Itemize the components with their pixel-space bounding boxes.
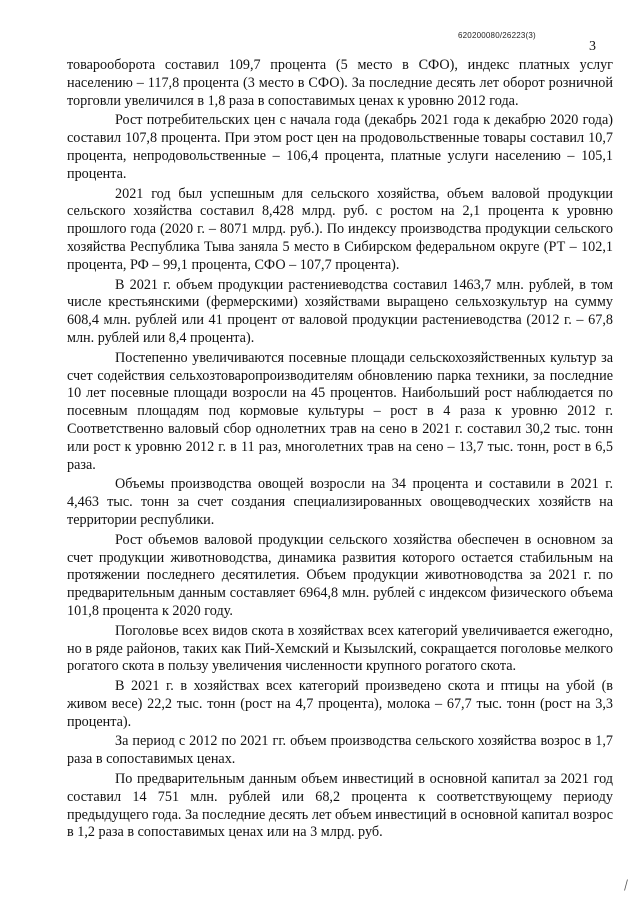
paragraph: 2021 год был успешным для сельского хозяйства, объем валовой продукции сельского хозяйства составил 8,428 млрд. руб. с ростом на 2,1 процента к уровню прошлого года (2020 г. – 8071 млрд. руб.). По индексу производства продукции сельского хозяйства Республика Тыва заняла 5 место в Сибирском федеральном округе (РТ – 102,1 процента, РФ – 99,1 процента, СФО – 107,7 процента). [67,185,613,273]
document-code: 620200080/26223(3) [458,31,536,40]
paragraph: Рост потребительских цен с начала года (декабрь 2021 года к декабрю 2020 года) составил 107,8 процента. При этом рост цен на продовольственные товары составил 10,7 процента, непродовольственные – 106,4 процента, платные услуги населению – 105,1 процента. [67,112,613,182]
paragraph: Постепенно увеличиваются посевные площади сельскохозяйственных культур за счет содействия сельхозтоваропроизводителям обновлению парка техники, за последние 10 лет посевные площади возросли на 45 процентов. Наибольший рост наблюдается по посевным площадям под кормовые культуры – рост в 4 раза к уровню 2012 г. Соответственно валовый сбор однолетних трав на сено в 2021 г. составил 30,2 тыс. тонн или рост к уровню 2012 г. в 11 раз, многолетних трав на сено – 13,7 тыс. тонн, рост в 6,5 раза. [67,349,613,473]
pen-mark-icon [619,878,633,892]
paragraph: За период с 2012 по 2021 гг. объем производства сельского хозяйства возрос в 1,7 раза в сопоставимых ценах. [67,733,613,768]
document-body [67,57,613,844]
paragraph: По предварительным данным объем инвестиций в основной капитал за 2021 год составил 14 751 млн. рублей или 68,2 процента к соответствующему периоду предыдущего года. За последние десять лет объем инвестиций в основной капитал возрос в 1,2 раза в сопоставимых ценах или на 3 млрд. руб. [67,771,613,841]
paragraph: Объемы производства овощей возросли на 34 процента и составили в 2021 г. 4,463 тыс. тонн за счет создания специализированных овощеводческих хозяйств на территории республики. [67,476,613,528]
paragraph: В 2021 г. в хозяйствах всех категорий произведено скота и птицы на убой (в живом весе) 22,2 тыс. тонн (рост на 4,7 процента), молока – 67,7 тыс. тонн (рост на 3,3 процента). [67,678,613,730]
paragraph: товарооборота составил 109,7 процента (5 место в СФО), индекс платных услуг населению – 117,8 процента (3 место в СФО). За последние десять лет оборот розничной торговли увеличился в 1,8 раза в сопоставимых ценах к уровню 2012 года. [67,57,613,109]
paragraph: Рост объемов валовой продукции сельского хозяйства обеспечен в основном за счет продукции животноводства, динамика развития которого остается стабильным на протяжении последнего десятилетия. Объем продукции животноводства за 2021 г. по предварительным данным составляет 6964,8 млн. рублей с индексом физического объема 101,8 процента к 2020 году. [67,531,613,619]
page-number: 3 [589,39,596,54]
paragraph: Поголовье всех видов скота в хозяйствах всех категорий увеличивается ежегодно, но в ряде районов, таких как Пий-Хемский и Кызылский, сокращается поголовье мелкого рогатого скота в пользу увеличения численности крупного рогатого скота. [67,622,613,675]
paragraph: В 2021 г. объем продукции растениеводства составил 1463,7 млн. рублей, в том числе крестьянскими (фермерскими) хозяйствами выращено сельхозкультур на сумму 608,4 млн. рублей или 41 процент от валовой продукции растениеводства (2012 г. – 67,8 млн. рублей или 8,4 процента). [67,276,613,346]
